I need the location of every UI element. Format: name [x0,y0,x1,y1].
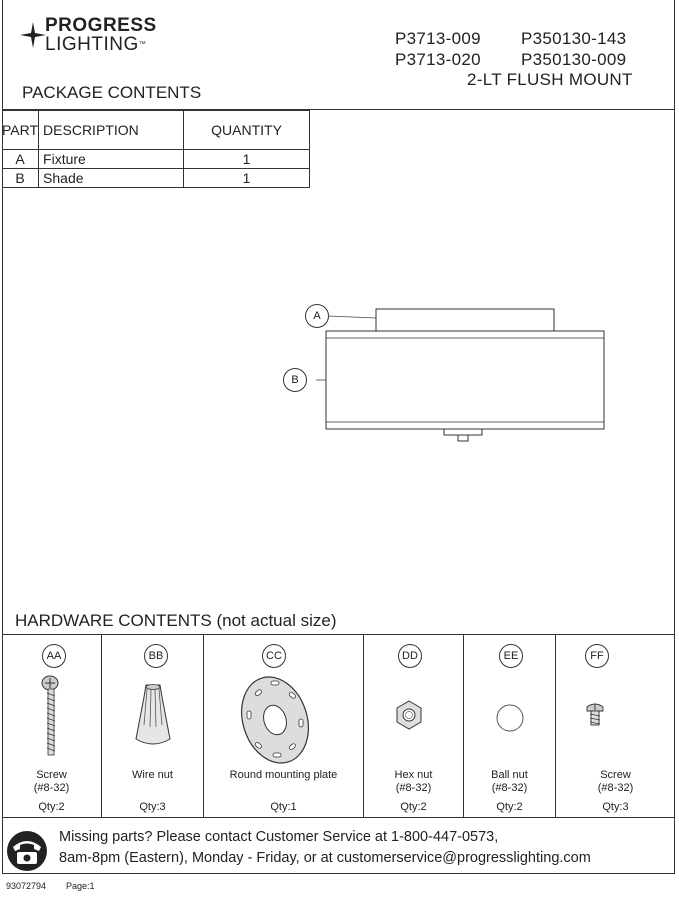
description-cell: Shade [39,169,184,188]
document-number: 93072794 [6,881,47,891]
hardware-item-dd [364,635,464,817]
table-row [2,150,310,169]
hardware-name: Round mounting plate [229,769,338,781]
hardware-item-ff [556,635,675,817]
hardware-spec: (#8-32) [33,782,70,794]
round-mounting-plate-icon [237,673,317,767]
brand-trademark: ™ [138,41,147,48]
hardware-code: FF [585,644,609,668]
model-number: P3713-020 [395,50,481,69]
package-contents-table [2,110,310,188]
quantity-cell: 1 [184,150,310,169]
part-cell: B [2,169,39,188]
callout-a: A [305,304,329,328]
product-description: 2-LT FLUSH MOUNT [467,70,633,89]
hardware-code: AA [42,644,66,668]
header-part: PART [2,111,39,150]
table-row [2,169,310,188]
model-number: P3713-009 [395,29,481,48]
star-logo-icon [20,22,46,48]
brand-line2: LIGHTING [45,34,139,55]
footer-line-1: Missing parts? Please contact Customer Service at 1-800-447-0573, [59,829,499,845]
hardware-qty: Qty:1 [270,801,297,813]
hardware-name: Wire nut [132,769,173,781]
hardware-code: CC [262,644,286,668]
header-description: DESCRIPTION [39,111,184,150]
ball-nut-icon [495,703,525,733]
hardware-name: Ball nut [491,769,528,781]
hardware-qty: Qty:2 [496,801,523,813]
hardware-qty: Qty:2 [400,801,427,813]
fixture-diagram [300,300,620,450]
table-header-row [2,111,310,150]
hardware-qty: Qty:3 [602,801,629,813]
footer-line-2: 8am-8pm (Eastern), Monday - Friday, or at customerservice@progresslighting.com [59,850,591,866]
divider [2,873,675,874]
hardware-spec: (#8-32) [395,782,432,794]
hardware-name: Screw [600,769,631,781]
page-number: Page:1 [66,881,95,891]
hardware-contents-title: HARDWARE CONTENTS (not actual size) [15,611,337,630]
hardware-qty: Qty:3 [139,801,166,813]
part-cell: A [2,150,39,169]
hardware-spec: (#8-32) [597,782,634,794]
hardware-item-cc [204,635,364,817]
screw-icon [38,675,66,759]
hardware-item-bb [102,635,204,817]
hardware-qty: Qty:2 [38,801,65,813]
hardware-code: DD [398,644,422,668]
model-number: P350130-143 [521,29,627,48]
hardware-code: BB [144,644,168,668]
telephone-icon [6,830,48,872]
model-number: P350130-009 [521,50,627,69]
package-contents-title: PACKAGE CONTENTS [22,83,202,102]
hardware-spec: (#8-32) [491,782,528,794]
divider [2,817,675,818]
header-quantity: QUANTITY [184,111,310,150]
wire-nut-icon [130,683,176,753]
hex-nut-icon [394,699,424,731]
quantity-cell: 1 [184,169,310,188]
callout-b: B [283,368,307,392]
brand-line1: PROGRESS [45,15,157,36]
description-cell: Fixture [39,150,184,169]
customer-service-message [59,827,591,869]
hardware-name: Hex nut [394,769,433,781]
hardware-name: Screw [36,769,67,781]
hardware-item-ee [464,635,556,817]
hardware-item-aa [2,635,102,817]
small-screw-icon [583,703,607,729]
hardware-code: EE [499,644,523,668]
